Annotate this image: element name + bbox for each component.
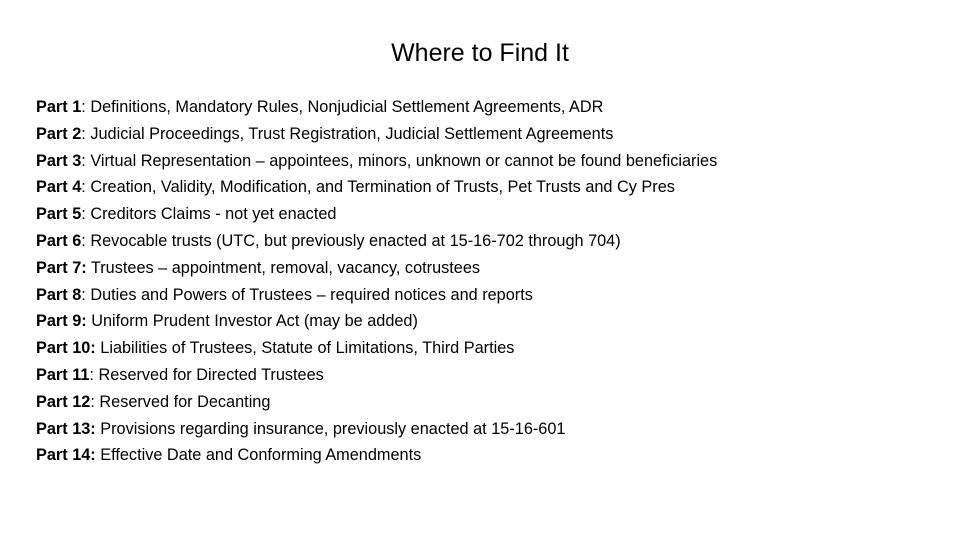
part-item-9: [36, 308, 936, 335]
part-label: Part 2: [36, 124, 82, 143]
part-item-7: [36, 255, 936, 282]
part-separator: :: [81, 98, 91, 116]
part-label: Part 8: [36, 285, 82, 304]
part-description: Effective Date and Conforming Amendments: [100, 446, 422, 465]
part-description: Judicial Proceedings, Trust Registration, Judicial Settlement Agreements: [90, 124, 614, 143]
part-separator: :: [81, 205, 91, 224]
part-description: Provisions regarding insurance, previously enacted at 15-16-601: [100, 419, 566, 438]
part-item-5: [36, 201, 936, 228]
slide-title: Where to Find It: [391, 39, 569, 67]
part-item-10: [36, 335, 936, 362]
part-separator: :: [81, 151, 91, 170]
part-description: Trustees – appointment, removal, vacancy, cotrustees: [90, 258, 481, 277]
part-description: Reserved for Directed Trustees: [98, 365, 324, 384]
part-separator: :: [90, 392, 100, 411]
part-description: Virtual Representation – appointees, minors, unknown or cannot be found beneficiaries: [90, 151, 718, 170]
part-label: Part 14:: [36, 446, 96, 465]
part-item-13: [36, 416, 936, 443]
part-item-6: [36, 228, 936, 255]
part-label: Part 4: [36, 178, 82, 197]
part-separator: :: [89, 365, 99, 384]
part-description: Reserved for Decanting: [99, 392, 271, 411]
part-description: Creation, Validity, Modification, and Termination of Trusts, Pet Trusts and Cy Pres: [90, 178, 675, 197]
part-item-2: [36, 121, 936, 148]
part-description: Definitions, Mandatory Rules, Nonjudicial Settlement Agreements, ADR: [90, 98, 604, 116]
part-item-8: [36, 282, 936, 309]
part-item-11: [36, 362, 936, 389]
part-description: Uniform Prudent Investor Act (may be added): [91, 312, 418, 331]
part-separator: :: [81, 231, 91, 250]
part-item-3: [36, 148, 936, 175]
part-separator: :: [81, 178, 91, 197]
part-label: Part 9:: [36, 312, 87, 331]
part-item-1: [36, 94, 936, 121]
part-separator: :: [81, 285, 91, 304]
part-label: Part 10:: [36, 339, 96, 358]
parts-list: [36, 94, 936, 469]
part-description: Liabilities of Trustees, Statute of Limitations, Third Parties: [100, 339, 515, 358]
part-item-12: [36, 389, 936, 416]
part-description: Duties and Powers of Trustees – required notices and reports: [90, 285, 533, 304]
part-label: Part 1: [36, 98, 82, 116]
part-label: Part 5: [36, 205, 82, 224]
part-label: Part 12: [36, 392, 91, 411]
part-separator: :: [81, 124, 91, 143]
part-description: Revocable trusts (UTC, but previously enacted at 15-16-702 through 704): [90, 231, 621, 250]
part-description: Creditors Claims - not yet enacted: [90, 205, 337, 224]
part-label: Part 11: [36, 365, 90, 384]
part-label: Part 6: [36, 231, 82, 250]
part-label: Part 7:: [36, 258, 87, 277]
part-label: Part 3: [36, 151, 82, 170]
part-item-4: [36, 174, 936, 201]
part-item-14: [36, 442, 936, 469]
part-label: Part 13:: [36, 419, 96, 438]
